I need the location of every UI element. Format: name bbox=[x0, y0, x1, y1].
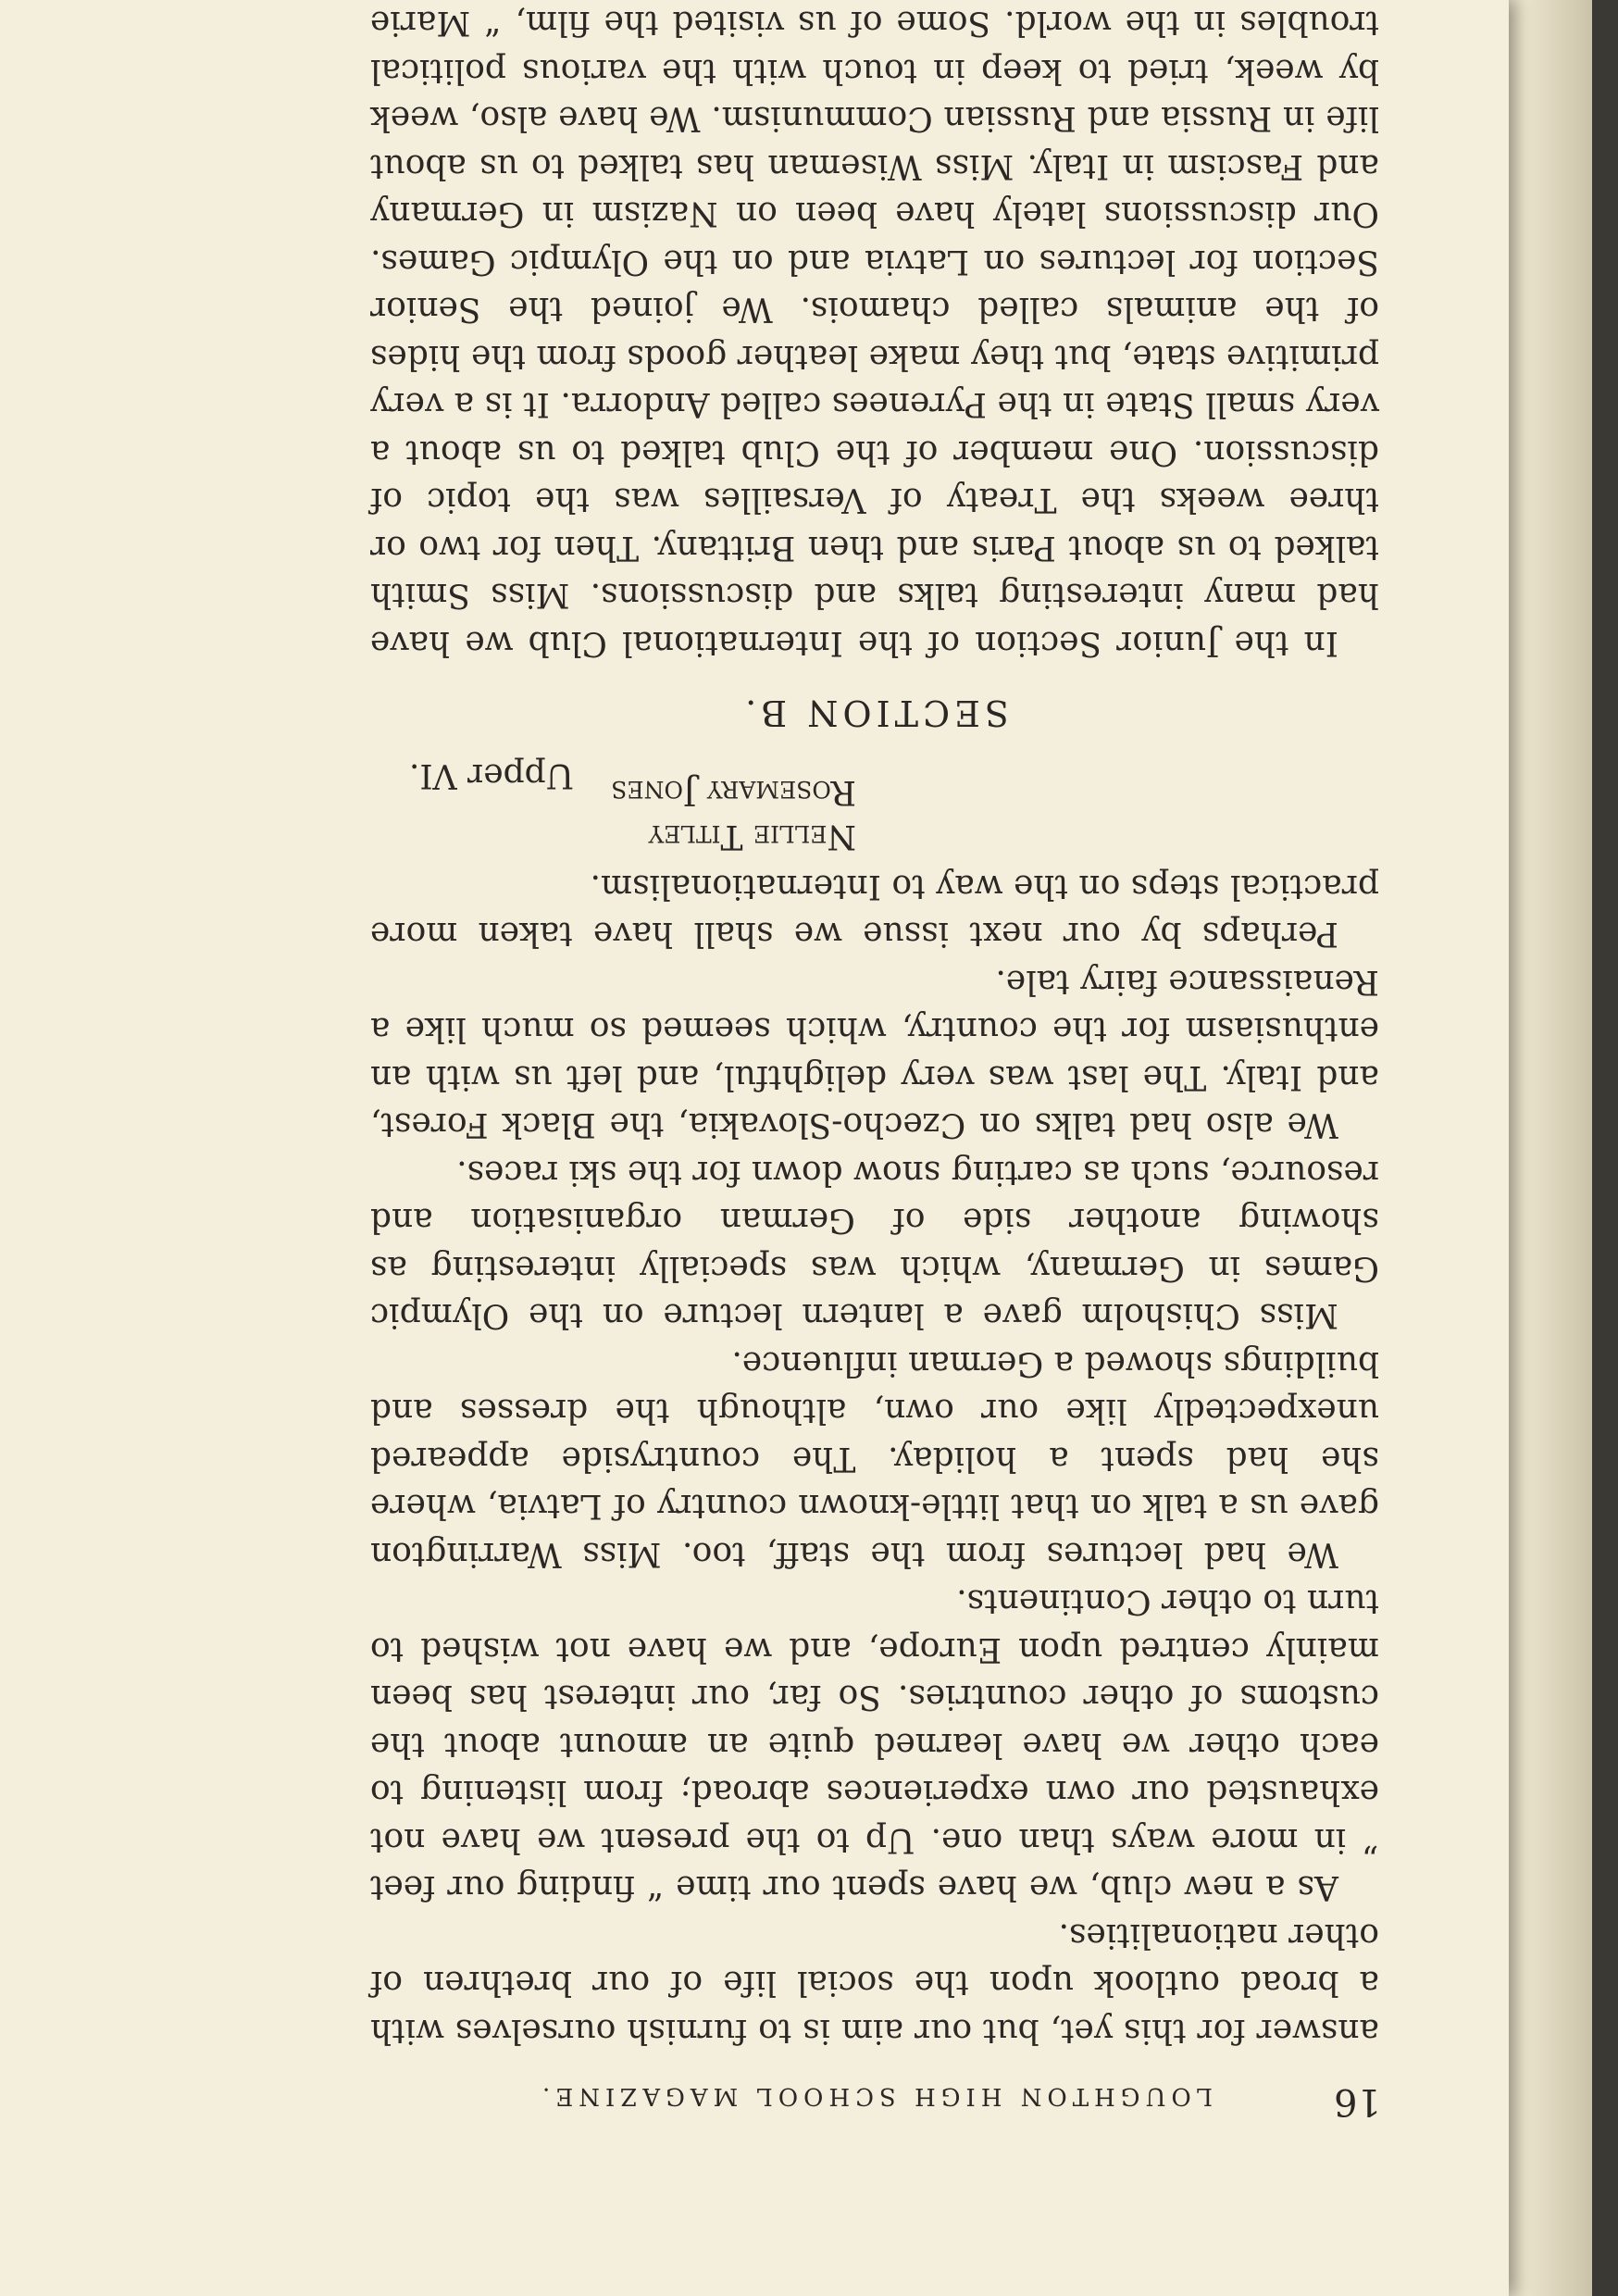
signature-names bbox=[611, 770, 856, 859]
signature-form: Upper VI. bbox=[408, 756, 574, 795]
paragraph-continued: answer for this yet, but our aim is to furnish ourselves with a broad outlook upon the social life of our brethren of other nationalities. bbox=[370, 1916, 1379, 2050]
signature-name: Nellie Titley bbox=[648, 817, 856, 856]
paragraph: We also had talks on Czecho-Slovakia, the Black Forest, and Italy. The last was very delightful, and left us with an enthusiasm for the country, which seemed so much like a Renaissance fairy tale. bbox=[370, 963, 1379, 1144]
page-number: 16 bbox=[1334, 2080, 1381, 2123]
paragraph: Miss Chisholm gave a lantern lecture on the Olympic Games in Germany, which was specially interesting as showing another side of German organisation and resource, such as carting snow down for the ski races. bbox=[370, 1154, 1379, 1335]
signature-name: Rosemary Jones bbox=[611, 773, 856, 812]
paragraph: Perhaps by our next issue we shall have taken more practical steps on the way to Internationalism. bbox=[370, 867, 1379, 954]
section-heading: SECTION B. bbox=[741, 693, 1009, 734]
paragraph: We had lectures from the staff, too. Miss Warrington gave us a talk on that little-known country of Latvia, where she had spent a holiday. The countryside appeared unexpectedly like our own, although the dresses and buildings showed a German influence. bbox=[370, 1344, 1379, 1573]
text-block bbox=[370, 0, 1379, 2125]
signature-senior bbox=[370, 757, 1379, 859]
paragraph: In the Junior Section of the International Club we have had many interesting talks and discussions. Miss Smith talked to us about Paris and then Brittany. Then for two or three weeks the Treaty of Versailles was the topic of discussion. One member of the Club talked to us about a very small State in the Pyrenees called Andorra. It is a very primitive state, but they make leather goods from the hides of the animals called chamois. We joined the Senior Section for lectures on Latvia and on the Olympic Games. Our discussions lately have been on Nazism in Germany and Fascism in Italy. Miss Wiseman has talked to us about life in Russia and Russian Communism. We have also, week by week, tried to keep in touch with the various political troubles in the world. Some of us visited the film, “ Marie bbox=[370, 4, 1379, 662]
paragraph: As a new club, we have spent our time “ finding our feet ” in more ways than one. Up to the present we have not exhausted our own experiences abroad; from listening to each other we have learned quite an amount about the customs of other countries. So far, our interest has been mainly centred upon Europe, and we have not wished to turn to other Continents. bbox=[370, 1582, 1379, 1907]
running-head bbox=[370, 2073, 1379, 2125]
magazine-title: LOUGHTON HIGH SCHOOL MAGAZINE. bbox=[536, 2082, 1214, 2110]
